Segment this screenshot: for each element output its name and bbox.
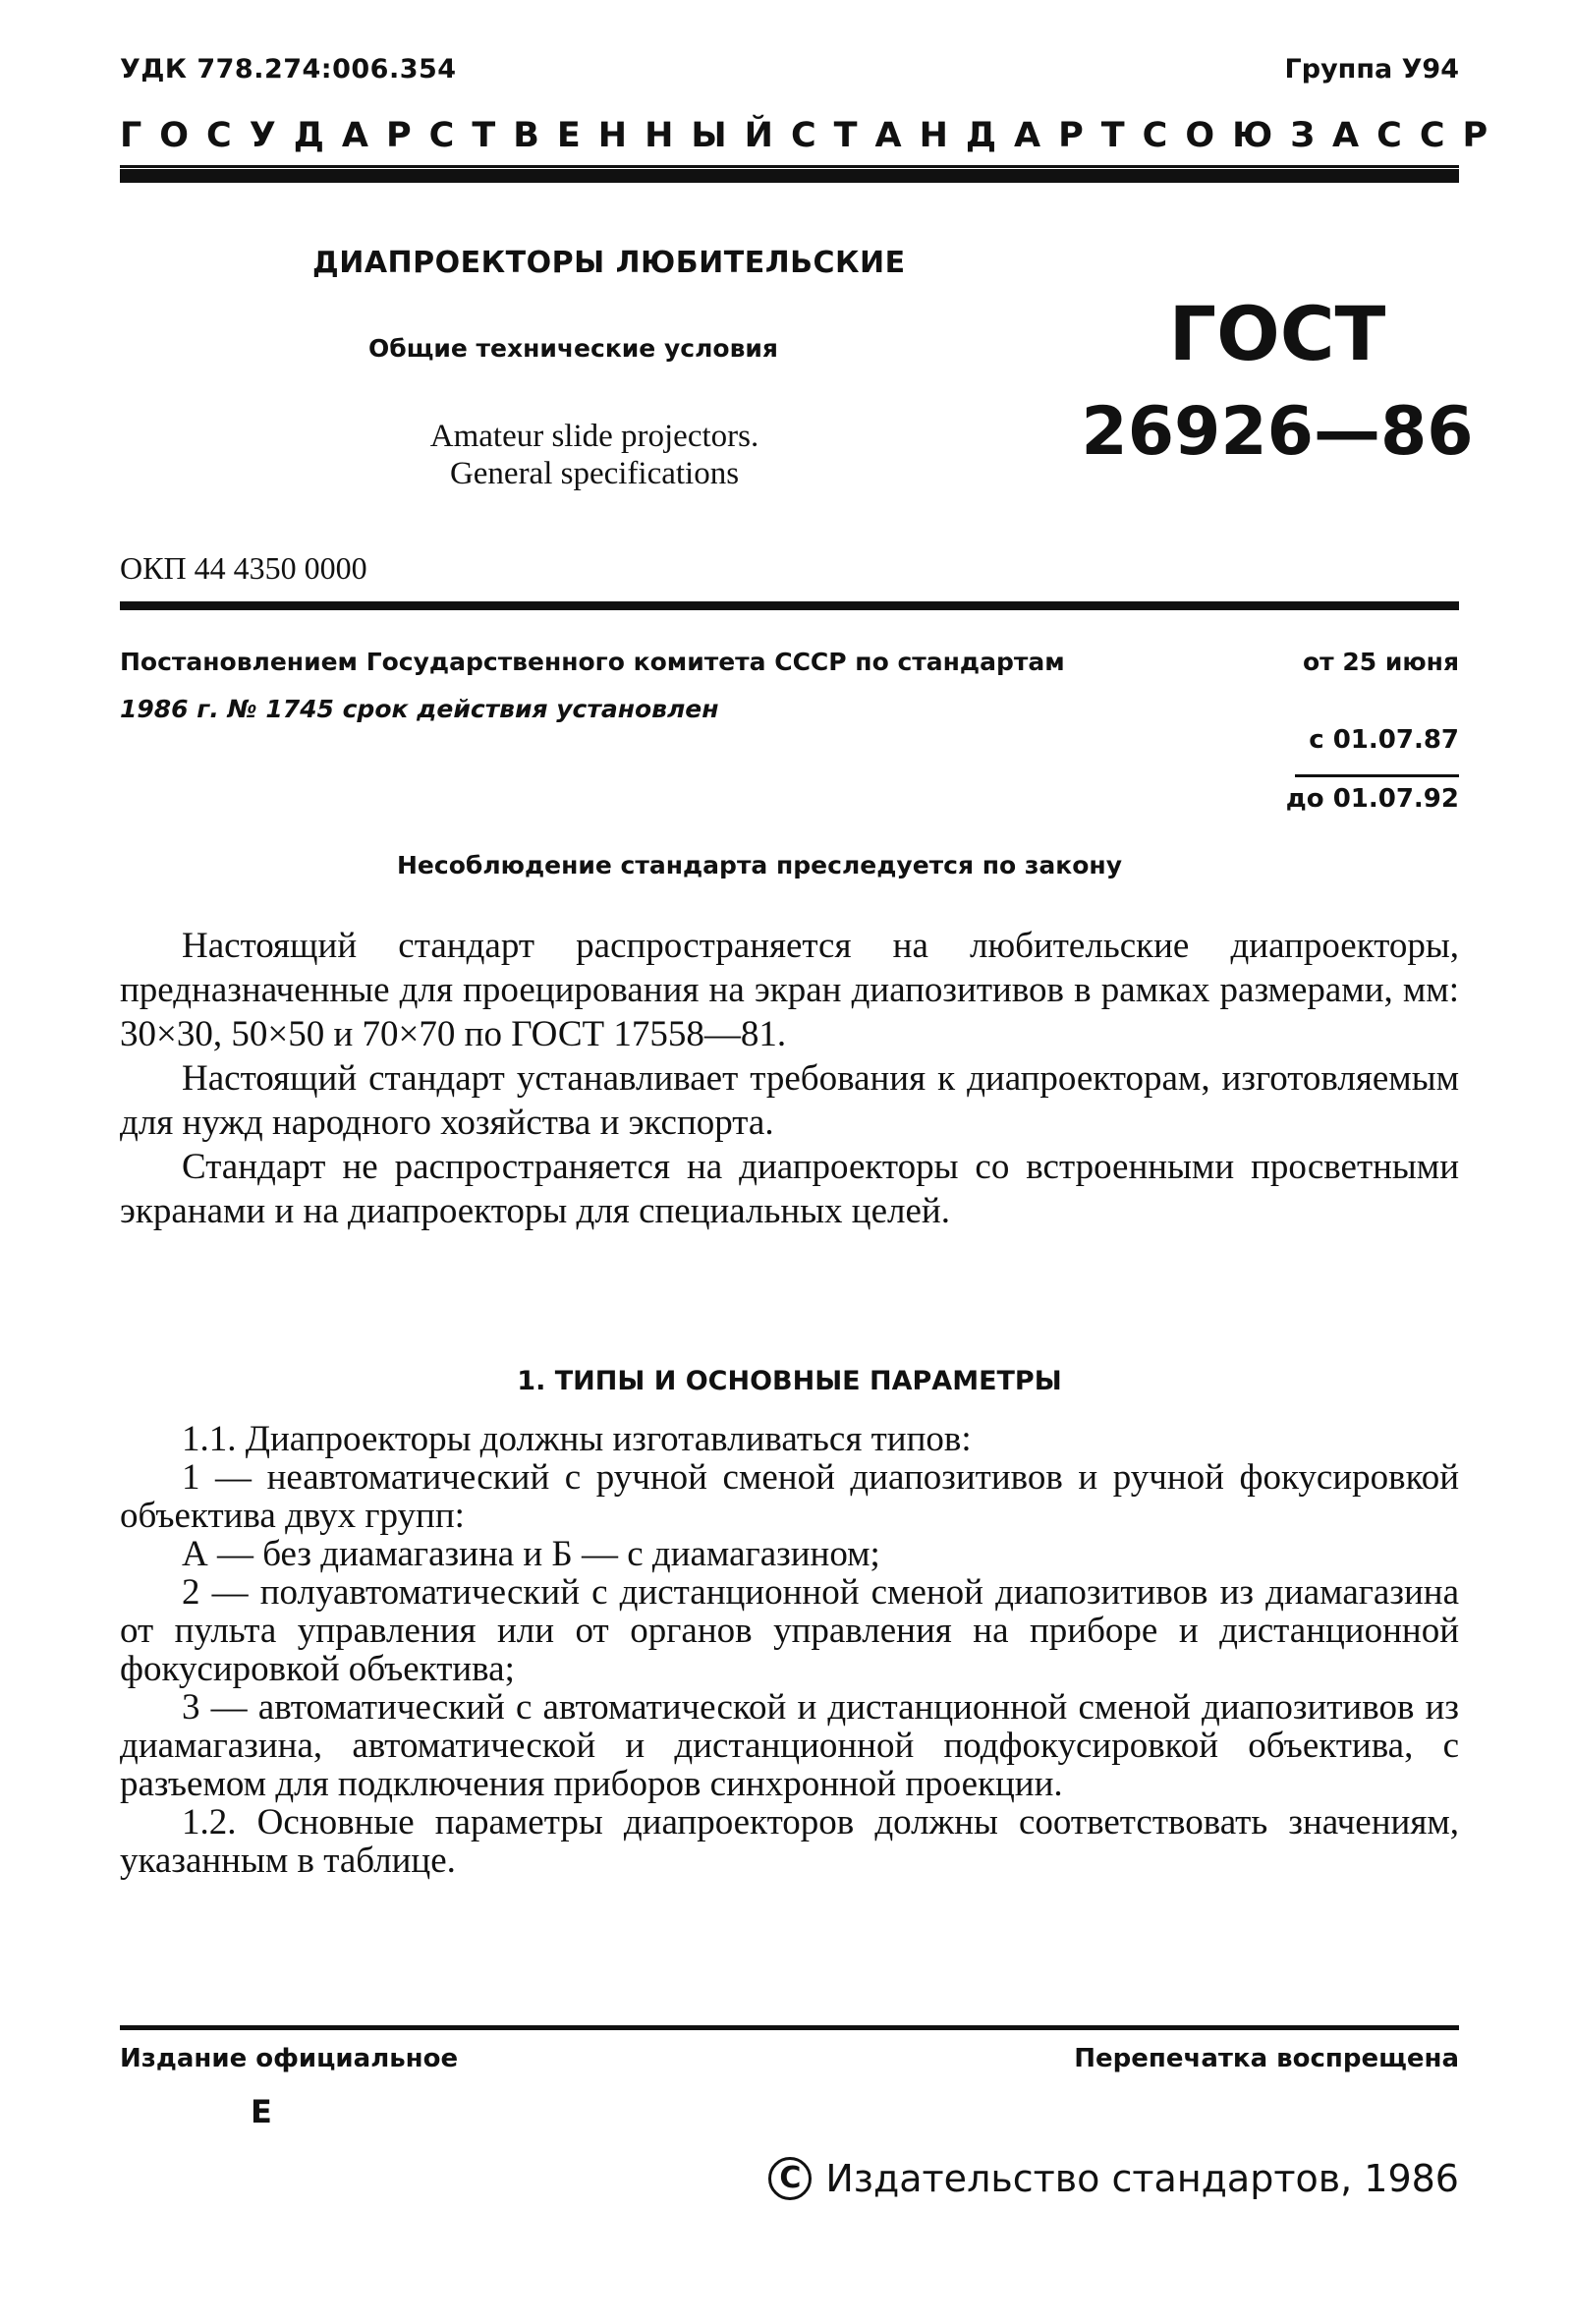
english-title <box>349 418 840 492</box>
introduction <box>120 924 1459 1233</box>
section-divider <box>120 601 1459 610</box>
gost-label: ГОСТ <box>1168 290 1386 377</box>
gost-number: 26926—86 <box>1081 393 1474 471</box>
section-body <box>120 1420 1459 1880</box>
reprint-note: Перепечатка воспрещена <box>1074 2044 1459 2073</box>
effective-from: с 01.07.87 <box>1309 725 1459 755</box>
edition-note: Издание официальное <box>120 2044 459 2073</box>
decree-block <box>120 639 1459 733</box>
banner-word: СТАНДАРТ <box>790 116 1143 155</box>
paragraph: Настоящий стандарт распространяется на любительские диапроекторы, предназначенные для проецирования на экран диапозитивов в рамках размерами, мм: 30×30, 50×50 и 70×70 по ГОСТ 17558—81. <box>120 926 1459 1054</box>
decree-date: от 25 июня <box>1302 648 1459 676</box>
banner-word: СОЮЗА <box>1142 116 1377 155</box>
udk-code: УДК 778.274:006.354 <box>120 54 457 85</box>
banner-word: ССР <box>1376 116 1506 155</box>
state-standard-banner <box>120 116 1506 155</box>
category-letter: Е <box>251 2093 272 2130</box>
legal-warning: Несоблюдение стандарта преследуется по закону <box>397 851 1122 879</box>
english-title-line: General specifications <box>449 456 740 491</box>
date-divider <box>1295 774 1459 777</box>
decree-line <box>120 639 1459 686</box>
paragraph: А — без диамагазина и Б — с диамагазином; <box>182 1534 880 1574</box>
paragraph: 1.1. Диапроекторы должны изготавливаться типов: <box>182 1419 972 1459</box>
paragraph: 1 — неавтоматический с ручной сменой диапозитивов и ручной фокусировкой объектива двух групп: <box>120 1457 1459 1536</box>
footer-divider <box>120 2025 1459 2030</box>
english-title-line: Amateur slide projectors. <box>429 419 759 454</box>
header-divider-thick <box>120 169 1459 183</box>
decree-text: Постановлением Государственного комитета СССР по стандартам <box>120 648 1065 676</box>
section-heading: 1. ТИПЫ И ОСНОВНЫЕ ПАРАМЕТРЫ <box>517 1366 1062 1396</box>
paragraph: 2 — полуавтоматический с дистанционной сменой диапозитивов из диамагазина от пульта управления или от органов управления на приборе и дистанционной фокусировкой объектива; <box>120 1572 1459 1689</box>
banner-word: ГОСУДАРСТВЕННЫЙ <box>120 116 791 155</box>
header-divider-thin <box>120 165 1459 168</box>
okp-code: ОКП 44 4350 0000 <box>120 550 367 586</box>
group-code: Группа У94 <box>1284 54 1459 85</box>
effective-to: до 01.07.92 <box>1285 784 1459 814</box>
decree-line: 1986 г. № 1745 срок действия установлен <box>120 695 719 723</box>
paragraph: 3 — автоматический с автоматической и дистанционной сменой диапозитивов из диамагазина, автоматической и дистанционной подфокусировкой объектива, с разъемом для подключения приборов синхронной проекции. <box>120 1687 1459 1804</box>
document-title: ДИАПРОЕКТОРЫ ЛЮБИТЕЛЬСКИЕ <box>312 246 906 280</box>
publisher-text: Издательство стандартов, 1986 <box>825 2157 1459 2200</box>
publisher-line <box>768 2157 1459 2200</box>
paragraph: Настоящий стандарт устанавливает требования к диапроекторам, изготовляемым для нужд народного хозяйства и экспорта. <box>120 1058 1459 1143</box>
document-subtitle: Общие технические условия <box>368 334 778 363</box>
paragraph: Стандарт не распространяется на диапроекторы со встроенными просветными экранами и на диапроекторы для специальных целей. <box>120 1147 1459 1231</box>
paragraph: 1.2. Основные параметры диапроекторов должны соответствовать значениям, указанным в таблице. <box>120 1802 1459 1881</box>
copyright-icon: C <box>768 2157 812 2200</box>
